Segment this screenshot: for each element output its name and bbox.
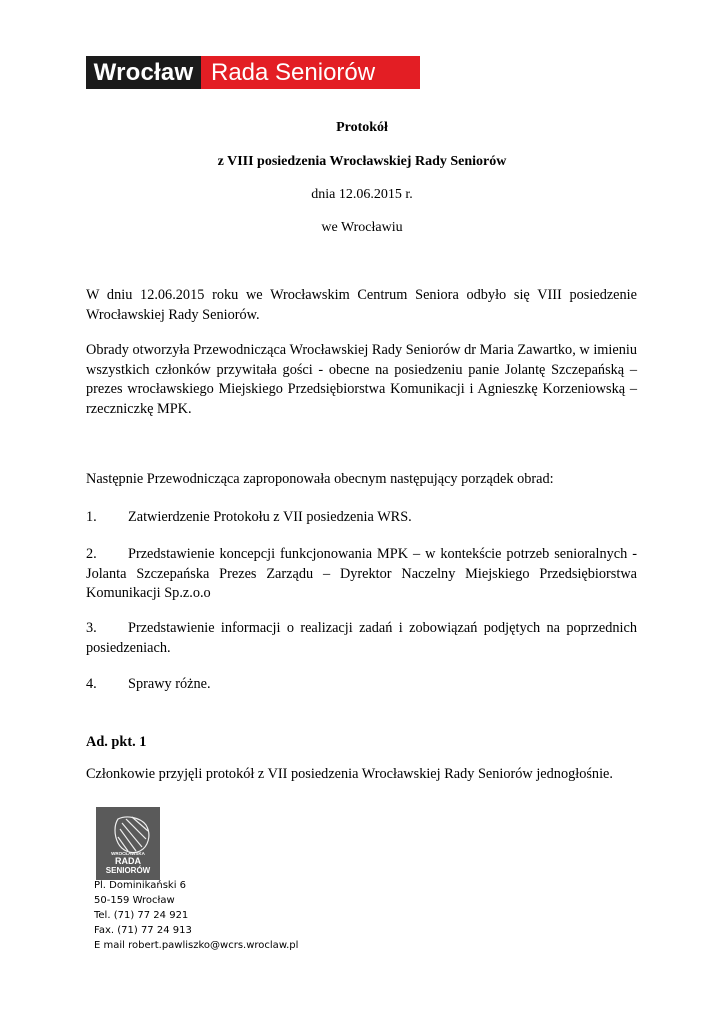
agenda-text: Sprawy różne. — [128, 676, 211, 692]
footer-address-street: Pl. Dominikański 6 — [94, 880, 187, 891]
doc-subtitle: z VIII posiedzenia Wrocławskiej Rady Seniorów — [217, 154, 507, 169]
agenda-item — [86, 675, 637, 695]
paragraph-agenda-intro: Następnie Przewodnicząca zaproponowała obecnym następujący porządek obrad: — [86, 471, 554, 487]
footer-contact — [94, 878, 298, 953]
agenda-text: Przedstawienie koncepcji funkcjonowania MPK – w kontekście potrzeb senioralnych - Jolanta Szczepańska Prezes Zarządu – Dyrektor Naczelny Miejskiego Przedsiębiorstwa Komunikacji Sp.z.o.o — [86, 546, 637, 602]
section-heading-ad1: Ad. pkt. 1 — [86, 734, 147, 750]
doc-date: dnia 12.06.2015 r. — [311, 187, 413, 202]
agenda-number: 3. — [86, 620, 97, 636]
footer-phone: Tel. (71) 77 24 921 — [94, 910, 189, 921]
agenda-item — [86, 619, 637, 658]
agenda-number: 2. — [86, 546, 97, 562]
agenda-text: Zatwierdzenie Protokołu z VII posiedzenia WRS. — [128, 509, 412, 525]
agenda-number: 1. — [86, 509, 97, 525]
doc-heading: Protokół — [336, 120, 388, 135]
agenda-item — [86, 508, 637, 528]
paragraph-ad1: Członkowie przyjęli protokół z VII posiedzenia Wrocławskiej Rady Seniorów jednogłośnie. — [86, 766, 613, 782]
agenda-number: 4. — [86, 676, 97, 692]
emblem-line2: RADA — [115, 856, 141, 866]
footer-address-city: 50-159 Wrocław — [94, 895, 175, 906]
agenda-item — [86, 545, 637, 604]
paragraph-opening: Obrady otworzyła Przewodnicząca Wrocławskiej Rady Seniorów dr Maria Zawartko, w imieniu wszystkich członków przywitała gości - obecne na posiedzeniu panie Jolantę Szczepańską – prezes wrocławskiego Miejskiego Przedsiębiorstwa Komunikacji i Agnieszkę Korzeniowską – rzeczniczkę MPK. — [86, 342, 637, 417]
footer-fax: Fax. (71) 77 24 913 — [94, 925, 192, 936]
emblem-line1: WROCŁAWSKA — [111, 851, 145, 856]
agenda-text: Przedstawienie informacji o realizacji zadań i zobowiązań podjętych na poprzednich posiedzeniach. — [86, 620, 637, 656]
emblem-line3: SENIORÓW — [105, 866, 151, 875]
rada-seniorow-emblem — [96, 807, 160, 880]
footer-email: E mail robert.pawliszko@wcrs.wroclaw.pl — [94, 940, 299, 951]
logo-wroclaw: Wrocław — [86, 56, 201, 89]
logo-rada-seniorow: Rada Seniorów — [201, 56, 420, 89]
paragraph-intro: W dniu 12.06.2015 roku we Wrocławskim Centrum Seniora odbyło się VIII posiedzenie Wrocławskiej Rady Seniorów. — [86, 287, 637, 323]
doc-place: we Wrocławiu — [321, 220, 403, 235]
header-logo — [86, 56, 420, 89]
